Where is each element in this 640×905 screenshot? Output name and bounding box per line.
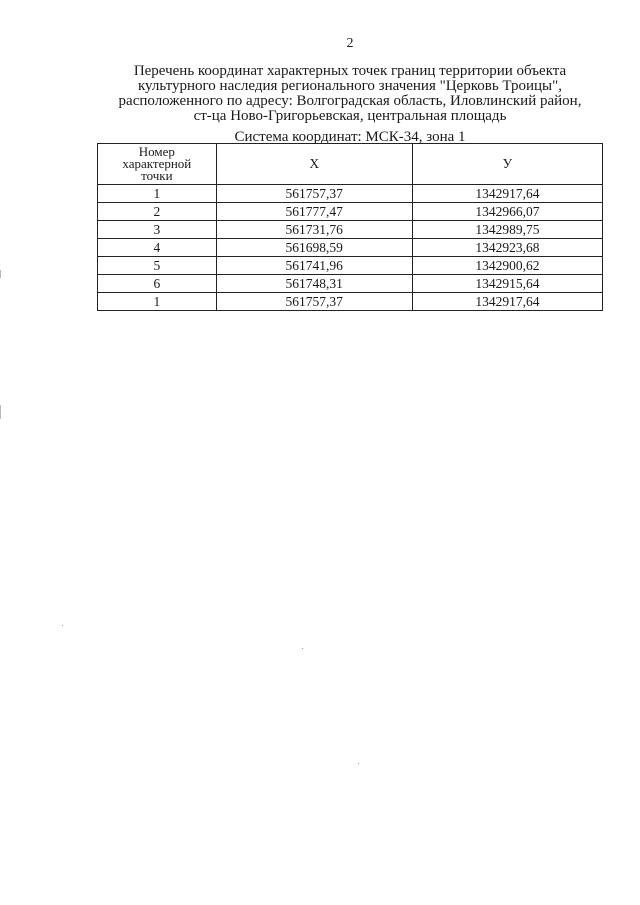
x-cell: 561777,47 <box>216 203 412 221</box>
document-title <box>90 64 610 124</box>
y-cell: 1342915,64 <box>412 275 602 293</box>
title-line: Перечень координат характерных точек границ территории объекта <box>133 63 567 79</box>
point-number-cell: 4 <box>98 239 217 257</box>
table-row <box>98 203 603 221</box>
point-number-cell: 1 <box>98 293 217 311</box>
x-cell: 561757,37 <box>216 185 412 203</box>
coordinate-system-caption: Система координат: МСК-34, зона 1 <box>234 129 466 145</box>
point-number-cell: 1 <box>98 185 217 203</box>
point-number-cell: 3 <box>98 221 217 239</box>
header-x: X <box>216 144 412 185</box>
table-row <box>98 275 603 293</box>
header-y: У <box>412 144 602 185</box>
title-line: культурного наследия регионального значения "Церковь Троицы", <box>137 78 563 94</box>
y-cell: 1342989,75 <box>412 221 602 239</box>
header-point-number <box>98 144 217 185</box>
table-row <box>98 221 603 239</box>
scan-speck <box>62 625 63 626</box>
y-cell: 1342917,64 <box>412 185 602 203</box>
point-number-cell: 5 <box>98 257 217 275</box>
page-number: 2 <box>346 36 354 51</box>
x-cell: 561757,37 <box>216 293 412 311</box>
x-cell: 561731,76 <box>216 221 412 239</box>
y-cell: 1342923,68 <box>412 239 602 257</box>
y-cell: 1342900,62 <box>412 257 602 275</box>
table-row <box>98 239 603 257</box>
point-number-cell: 2 <box>98 203 217 221</box>
header-number-line: Номер <box>138 144 175 159</box>
scan-speck <box>358 763 359 764</box>
table-row <box>98 185 603 203</box>
header-number-line: точки <box>141 168 173 183</box>
scan-speck <box>302 648 303 649</box>
y-cell: 1342966,07 <box>412 203 602 221</box>
table-header-row <box>98 144 603 185</box>
scan-edge-mark <box>0 270 1 278</box>
x-cell: 561698,59 <box>216 239 412 257</box>
point-number-cell: 6 <box>98 275 217 293</box>
title-line: ст-ца Ново-Григорьевская, центральная площадь <box>193 108 507 124</box>
table-row <box>98 257 603 275</box>
y-cell: 1342917,64 <box>412 293 602 311</box>
table-row <box>98 293 603 311</box>
x-cell: 561741,96 <box>216 257 412 275</box>
scan-edge-mark <box>0 405 1 419</box>
header-number-line: характерной <box>122 156 192 171</box>
title-line: расположенного по адресу: Волгоградская область, Иловлинский район, <box>118 93 582 109</box>
coordinates-table <box>97 143 603 311</box>
x-cell: 561748,31 <box>216 275 412 293</box>
